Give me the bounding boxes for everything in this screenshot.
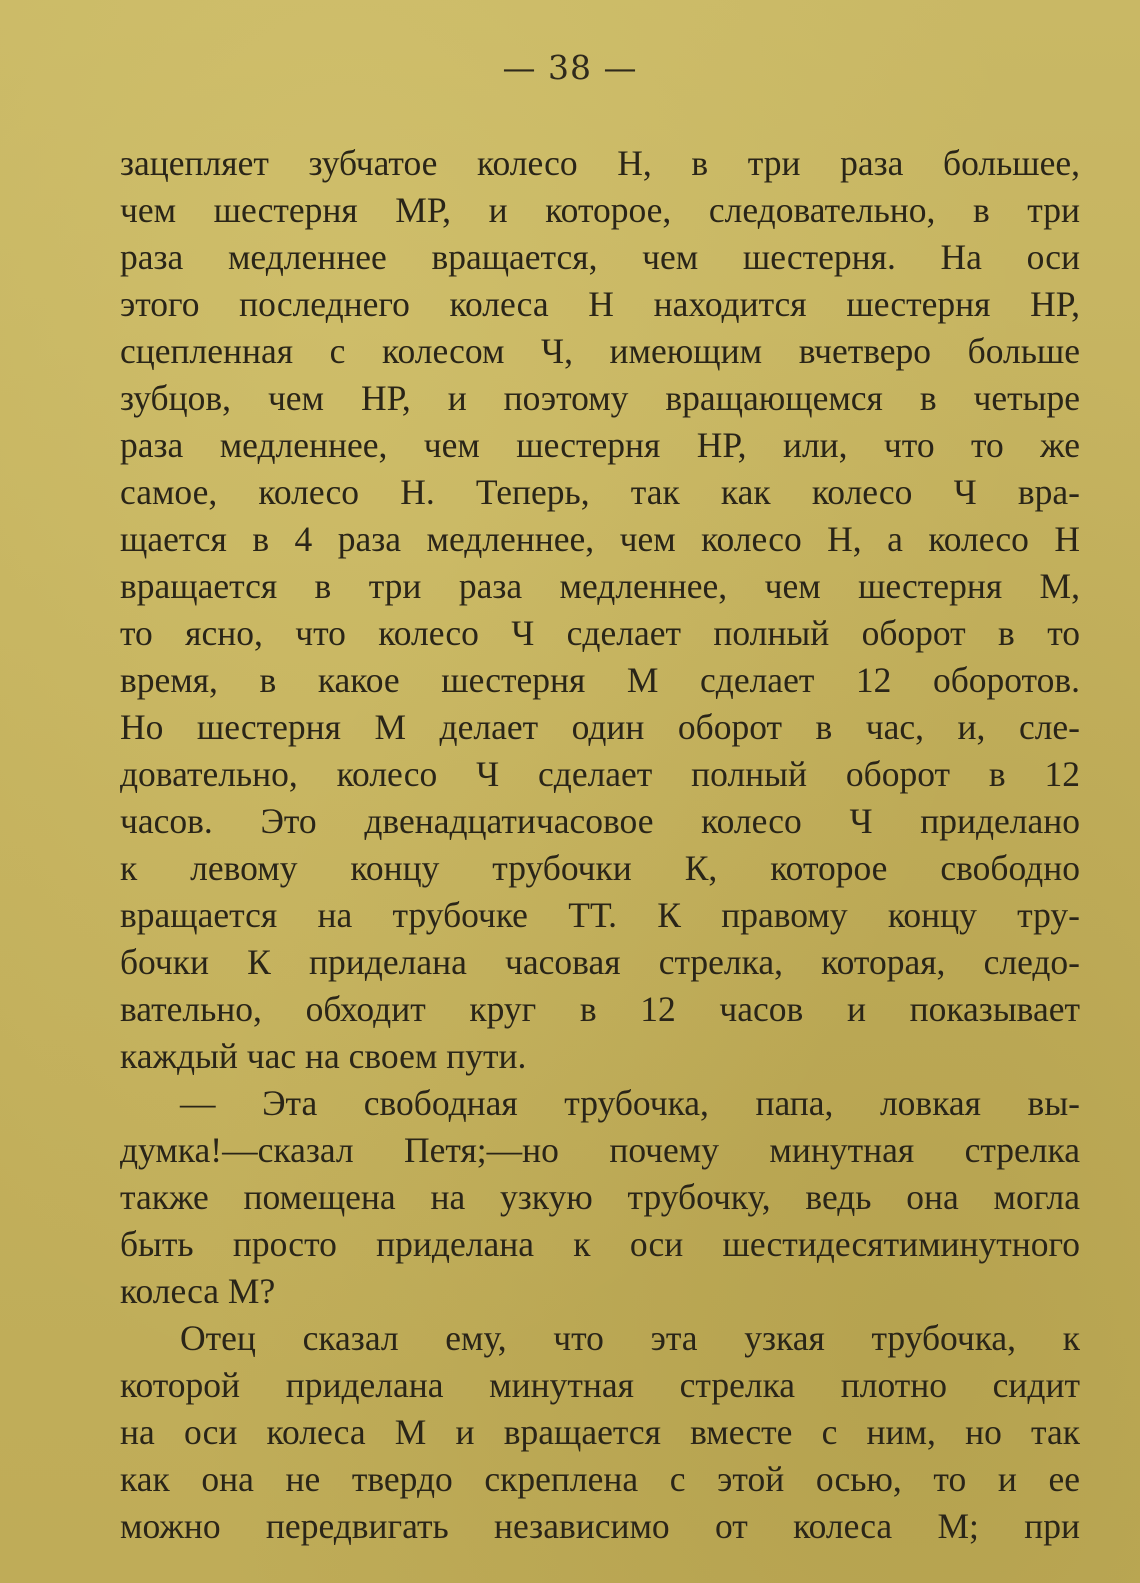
text-line: раза медленнее, чем шестерня НР, или, что то же (120, 425, 1080, 465)
text-line: часов. Это двенадцатичасовое колесо Ч приделано (120, 801, 1080, 841)
text-line: к левому концу трубочки К, которое свободно (120, 848, 1080, 888)
text-line: время, в какое шестерня М сделает 12 оборотов. (120, 660, 1080, 700)
text-line: зубцов, чем НР, и поэтому вращающемся в четыре (120, 378, 1080, 418)
text-line: как она не твердо скреплена с этой осью, то и ее (120, 1459, 1080, 1499)
text-line: колеса М? (120, 1271, 276, 1311)
text-line: чем шестерня МР, и которое, следовательно, в три (120, 190, 1080, 230)
text-line: думка!—сказал Петя;—но почему минутная стрелка (120, 1130, 1080, 1170)
text-line: также помещена на узкую трубочку, ведь она могла (120, 1177, 1080, 1217)
text-line: быть просто приделана к оси шестидесятиминутного (120, 1224, 1080, 1264)
text-line: вательно, обходит круг в 12 часов и показывает (120, 989, 1080, 1029)
text-line: сцепленная с колесом Ч, имеющим вчетверо больше (120, 331, 1080, 371)
text-line: каждый час на своем пути. (120, 1036, 527, 1076)
text-line: можно передвигать независимо от колеса М; при (120, 1506, 1080, 1546)
text-line: бочки К приделана часовая стрелка, которая, следо- (120, 942, 1080, 982)
text-line: самое, колесо Н. Теперь, так как колесо Ч вра- (120, 472, 1080, 512)
text-line: Но шестерня М делает один оборот в час, и, сле- (120, 707, 1080, 747)
text-line: то ясно, что колесо Ч сделает полный оборот в то (120, 613, 1080, 653)
page-number: — 38 — (502, 48, 638, 87)
text-line: которой приделана минутная стрелка плотно сидит (120, 1365, 1080, 1405)
text-line: на оси колеса М и вращается вместе с ним, но так (120, 1412, 1080, 1452)
text-line: щается в 4 раза медленнее, чем колесо Н, а колесо Н (120, 519, 1080, 559)
text-line: довательно, колесо Ч сделает полный оборот в 12 (120, 754, 1080, 794)
text-line: вращается в три раза медленнее, чем шестерня М, (120, 566, 1080, 606)
text-line: зацепляет зубчатое колесо Н, в три раза большее, (120, 143, 1080, 183)
body-text (120, 140, 1080, 1550)
text-line: вращается на трубочке ТТ. К правому концу тру- (120, 895, 1080, 935)
text-line: этого последнего колеса Н находится шестерня НР, (120, 284, 1080, 324)
text-line: Отец сказал ему, что эта узкая трубочка, к (180, 1318, 1080, 1358)
text-line: — Эта свободная трубочка, папа, ловкая вы- (180, 1083, 1080, 1123)
text-line: раза медленнее вращается, чем шестерня. На оси (120, 237, 1080, 277)
